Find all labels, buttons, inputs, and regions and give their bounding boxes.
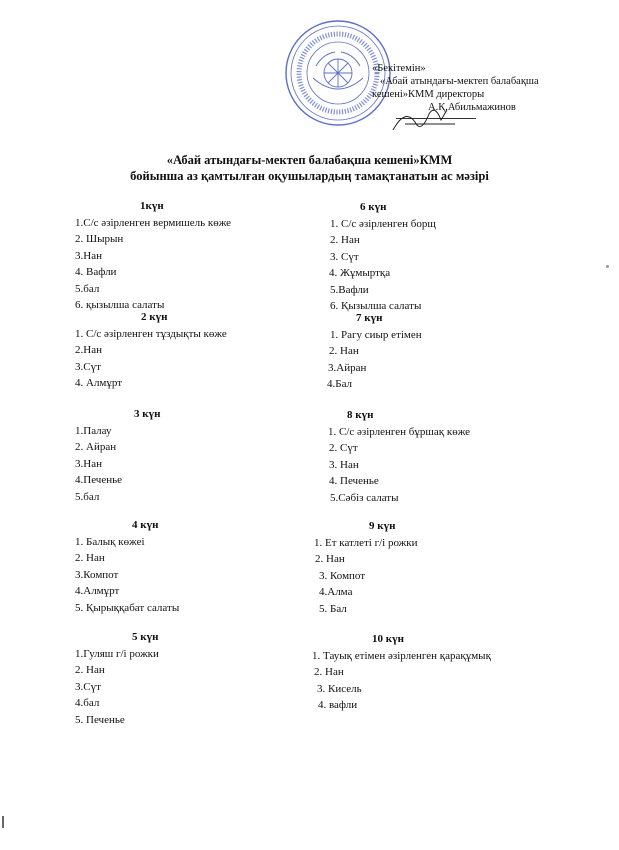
menu-item: 5.бал — [75, 282, 100, 295]
menu-item: 3. Компот — [319, 569, 366, 582]
menu-item: 1.Палау — [75, 424, 112, 437]
menu-item: 3.Компот — [75, 568, 119, 581]
menu-item: 2. Айран — [75, 441, 117, 453]
menu-item: 3. Кисель — [317, 682, 362, 695]
day-heading: 7 күн — [356, 312, 383, 324]
menu-item: 2. Сүт — [329, 442, 358, 454]
day-heading: 4 күн — [132, 519, 159, 531]
scan-edge-mark — [2, 816, 4, 828]
menu-item: 5.Вафли — [330, 283, 369, 296]
menu-item: 3. Сүт — [330, 250, 359, 263]
menu-item: 1. С/с әзірленген бұршақ көже — [328, 425, 471, 438]
day-heading: 1күн — [140, 200, 164, 212]
menu-item: 4. Печенье — [329, 475, 379, 487]
menu-item: 2. Нан — [330, 234, 360, 246]
menu-item: 5.бал — [75, 490, 100, 503]
menu-item: 1. Рагу сиыр етімен — [330, 328, 422, 341]
menu-item: 3.Нан — [75, 249, 102, 262]
menu-day-2 — [75, 309, 227, 392]
menu-item: 3.Айран — [328, 361, 367, 374]
menu-item: 5.Сәбіз салаты — [330, 491, 399, 504]
menu-day-6 — [326, 199, 436, 315]
document-title-line-2: бойынша аз қамтылған оқушылардың тамақтанатын ас мәзірі — [130, 169, 489, 183]
day-heading: 9 күн — [369, 520, 396, 532]
menu-item: 1. С/с әзірленген тұздықты көже — [75, 327, 227, 340]
menu-item: 1.Гуляш г/і рожки — [75, 647, 159, 660]
menu-item: 2. Шырын — [75, 233, 124, 245]
menu-item: 3.Сүт — [75, 360, 101, 373]
menu-item: 5. Бал — [319, 602, 347, 615]
day-heading: 8 күн — [347, 409, 374, 421]
menu-item: 1. Балық көжеі — [75, 535, 145, 548]
menu-item: 2.Нан — [75, 344, 102, 356]
approval-line-3: кешені»КММ директоры — [372, 89, 485, 100]
menu-day-5 — [75, 629, 159, 728]
day-heading: 3 күн — [134, 408, 161, 420]
menu-item: 4. Алмұрт — [75, 377, 123, 389]
menu-day-4 — [75, 517, 179, 616]
menu-item: 4.Бал — [327, 378, 353, 390]
menu-item: 2. Нан — [314, 666, 344, 678]
approval-line-2: «Абай атындағы-мектеп балабақша — [380, 76, 539, 87]
menu-item: 4.бал — [75, 697, 100, 709]
menu-item: 3.Сүт — [75, 680, 101, 693]
menu-item: 4. Жұмыртқа — [329, 267, 391, 279]
menu-item: 5. Печенье — [75, 713, 125, 726]
menu-item: 2. Нан — [75, 552, 105, 564]
menu-day-8 — [326, 407, 470, 506]
day-heading: 5 күн — [132, 631, 159, 643]
day-heading: 2 күн — [141, 311, 168, 323]
menu-item: 4. вафли — [318, 699, 358, 711]
menu-item: 5. Қырыққабат салаты — [75, 601, 180, 614]
menu-item: 4. Вафли — [75, 266, 117, 278]
day-heading: 10 күн — [372, 633, 404, 645]
scan-speck — [606, 265, 609, 268]
menu-item: 2. Нан — [329, 345, 359, 357]
menu-item: 4.Алмұрт — [75, 585, 120, 597]
day-heading: 6 күн — [360, 201, 387, 213]
menu-item: 1. Ет катлеті г/і рожки — [314, 536, 418, 549]
approval-line-1: «Бекітемін» — [372, 63, 426, 74]
menu-item: 3.Нан — [75, 457, 102, 470]
menu-item: 6. қызылша салаты — [75, 299, 165, 311]
menu-day-9 — [312, 518, 418, 617]
menu-item: 2. Нан — [75, 664, 105, 676]
menu-day-1 — [75, 198, 231, 314]
approval-director-name: А.Қ.Абильмажинов — [428, 102, 516, 113]
menu-item: 2. Нан — [315, 553, 345, 565]
menu-day-10 — [312, 631, 491, 714]
document-title-line-1: «Абай атындағы-мектеп балабақша кешені»КММ — [166, 153, 453, 167]
menu-day-3 — [75, 406, 160, 505]
menu-item: 6. Қызылша салаты — [330, 300, 422, 312]
menu-item: 1.С/с әзірленген вермишель көже — [75, 216, 232, 229]
menu-item: 4.Печенье — [75, 474, 123, 486]
menu-item: 1. Тауық етімен әзірленген қарақұмық — [312, 649, 491, 662]
menu-item: 3. Нан — [329, 458, 359, 471]
menu-day-7 — [326, 310, 422, 393]
handwritten-signature — [385, 100, 475, 140]
menu-item: 1. С/с әзірленген борщ — [330, 217, 436, 230]
menu-item: 4.Алма — [319, 586, 353, 598]
